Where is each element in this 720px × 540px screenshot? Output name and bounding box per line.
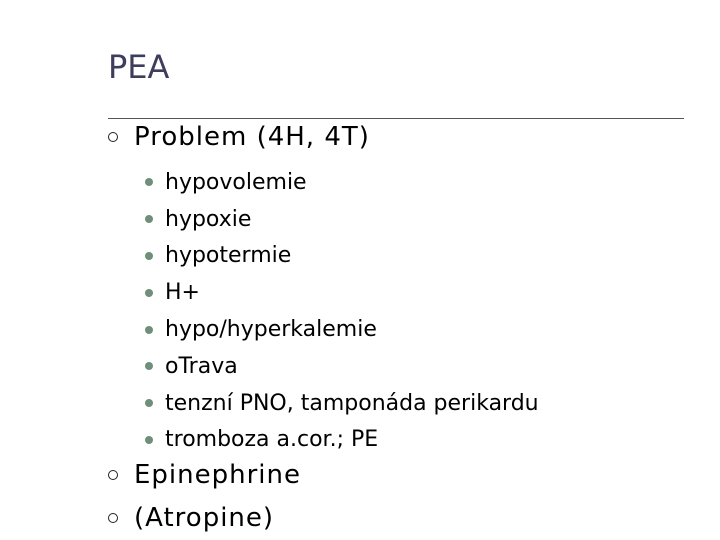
list-item (145, 201, 539, 238)
list-item (145, 348, 539, 385)
dot-bullet-icon (145, 289, 153, 297)
ring-bullet-icon (108, 470, 118, 480)
dot-bullet-icon (145, 326, 153, 334)
dot-bullet-icon (145, 399, 153, 407)
bullet-label: Problem (4H, 4T) (134, 122, 370, 152)
bullet-label: (Atropine) (134, 503, 275, 533)
bullet-label: Epinephrine (134, 460, 301, 490)
list-item-label: hypovolemie (165, 169, 307, 195)
slide-title: PEA (108, 48, 170, 86)
ring-bullet-icon (108, 513, 118, 523)
list-item (145, 274, 539, 311)
bullet-atropine (108, 503, 274, 533)
dot-bullet-icon (145, 436, 153, 444)
list-item (145, 238, 539, 275)
list-item-label: hypoxie (165, 206, 252, 232)
list-item-label: hypo/hyperkalemie (165, 317, 377, 343)
list-item-label: oTrava (165, 353, 238, 379)
sub-list (145, 164, 539, 458)
list-item (145, 422, 539, 459)
ring-bullet-icon (108, 132, 118, 142)
list-item (145, 311, 539, 348)
dot-bullet-icon (145, 252, 153, 260)
bullet-epinephrine (108, 460, 301, 490)
bullet-problem (108, 122, 370, 152)
list-item (145, 164, 539, 201)
list-item-label: hypotermie (165, 243, 292, 269)
list-item (145, 385, 539, 422)
list-item-label: tromboza a.cor.; PE (165, 427, 379, 453)
dot-bullet-icon (145, 215, 153, 223)
list-item-label: tenzní PNO, tamponáda perikardu (165, 390, 539, 416)
list-item-label: H+ (165, 280, 200, 306)
title-divider (108, 118, 684, 119)
dot-bullet-icon (145, 362, 153, 370)
dot-bullet-icon (145, 178, 153, 186)
